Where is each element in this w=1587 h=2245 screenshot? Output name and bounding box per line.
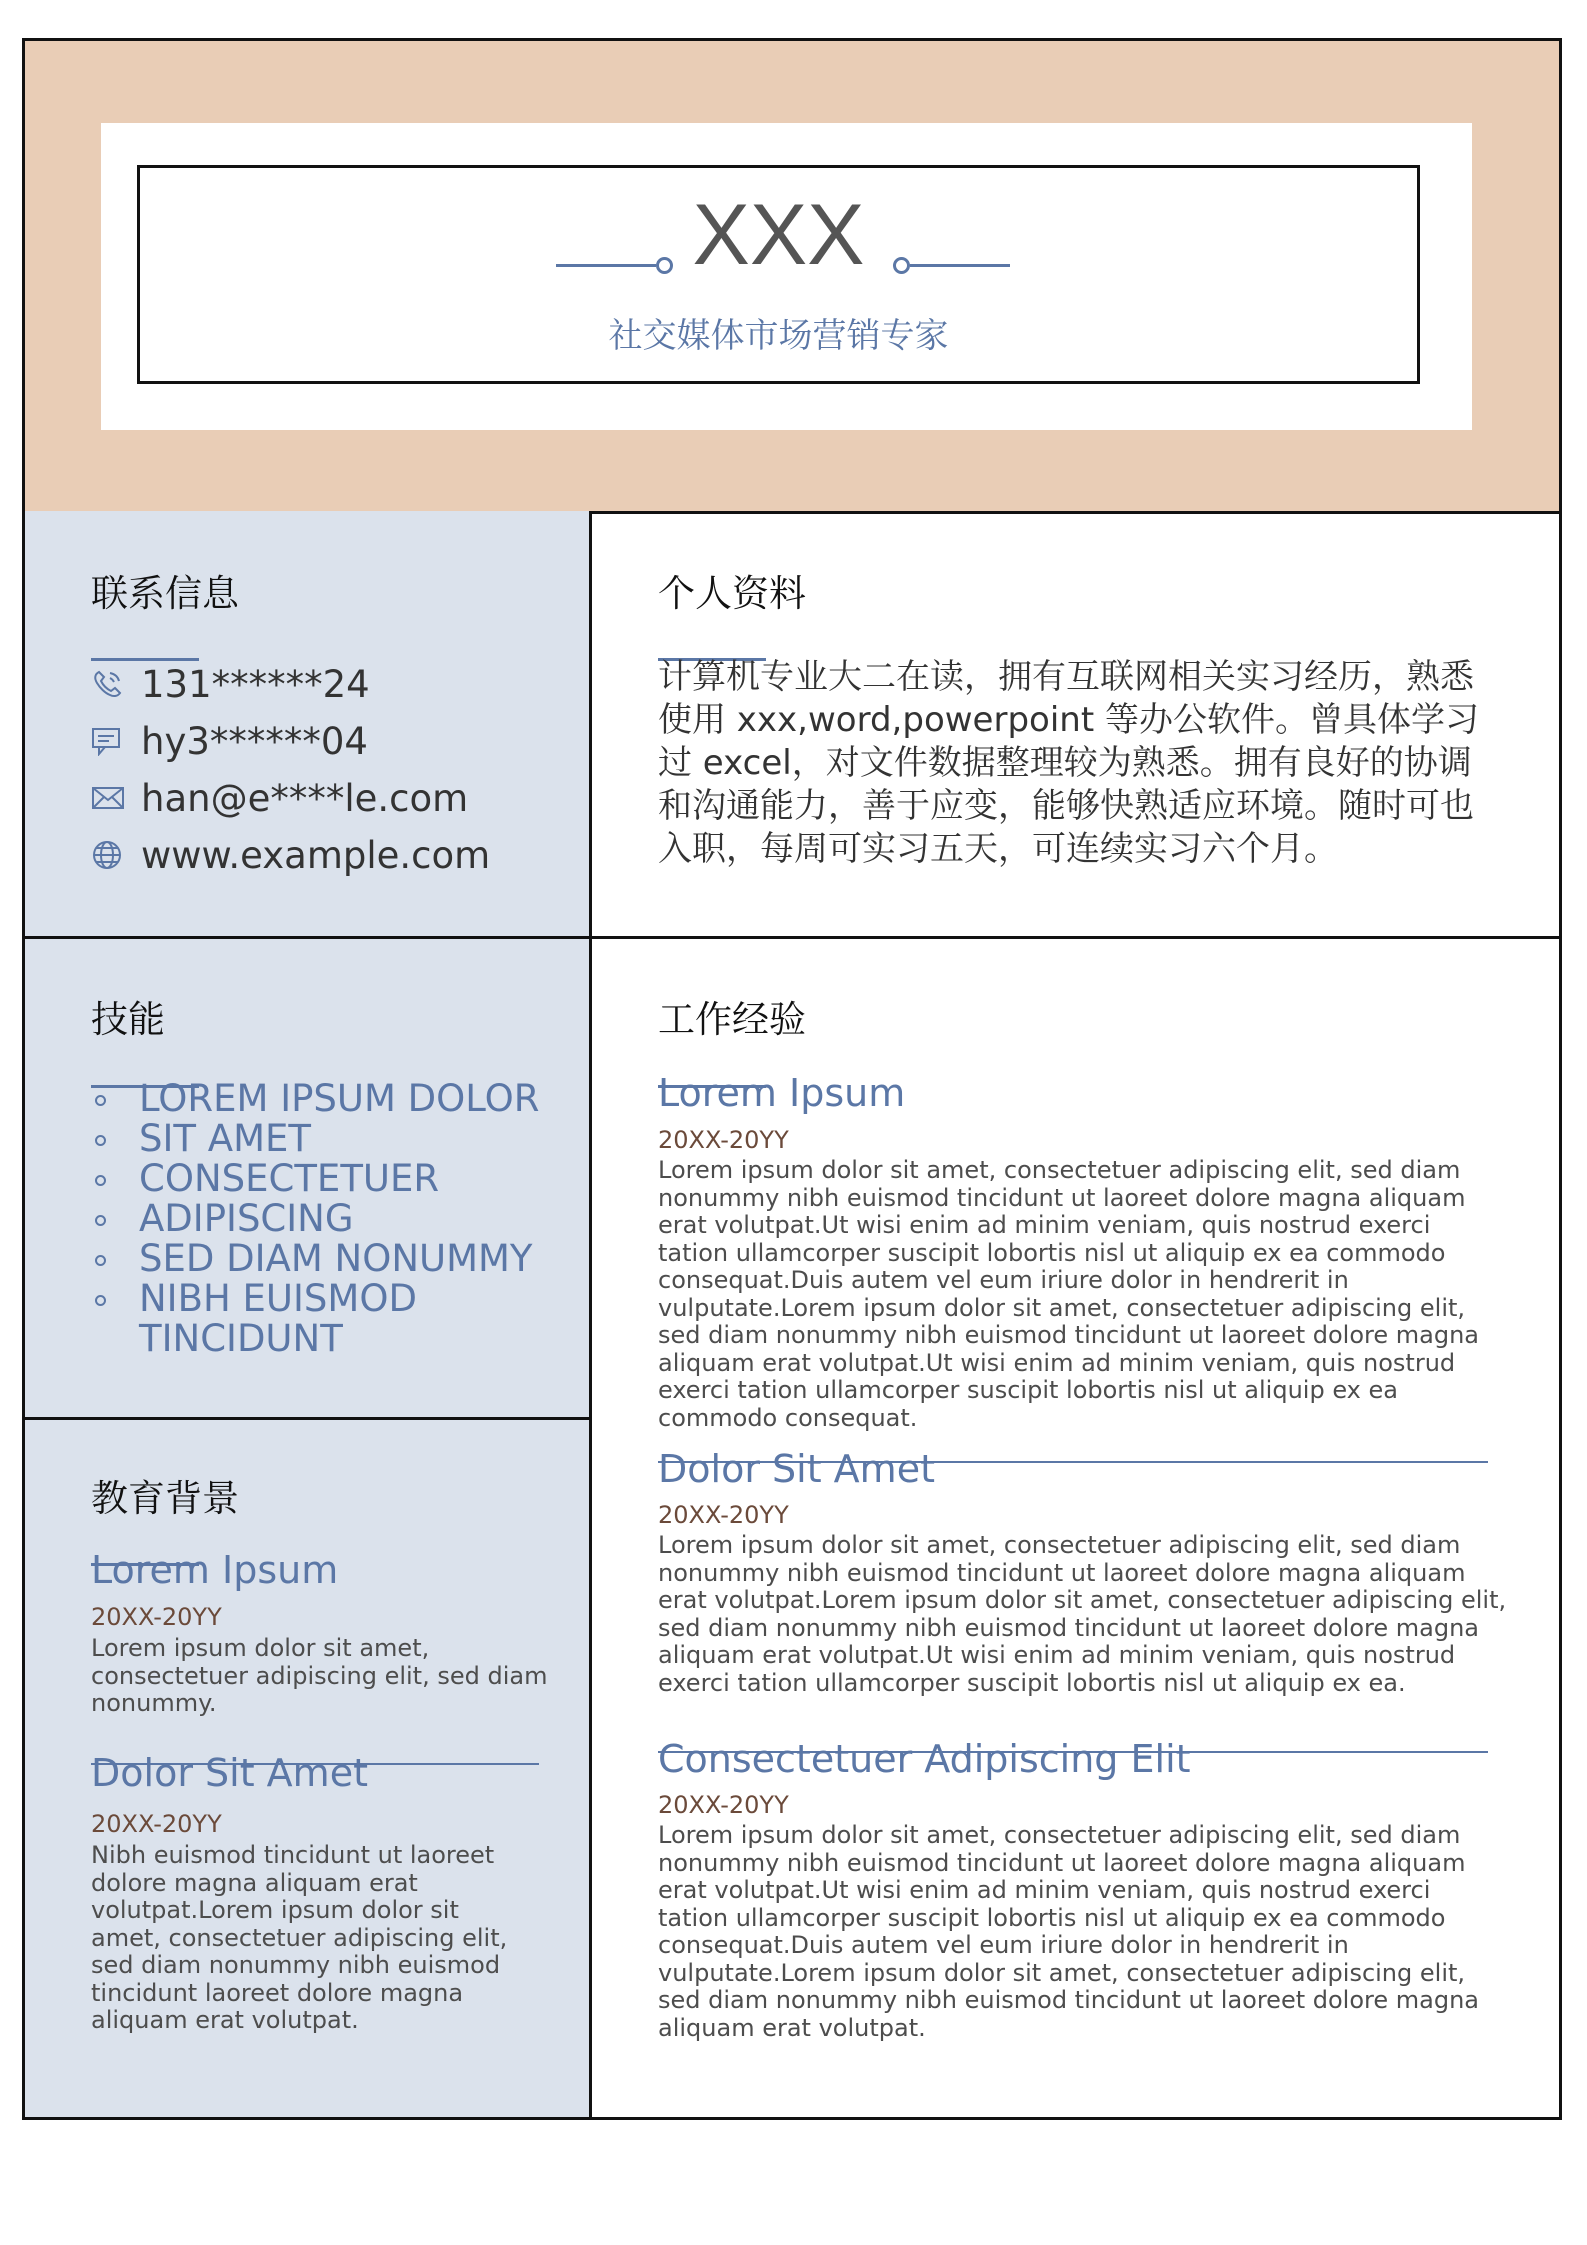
- work-item-desc: Lorem ipsum dolor sit amet, consectetuer adipiscing elit, sed diam nonummy nibh euismod tincidunt ut laoreet dolore magna aliquam erat volutpat.Ut wisi enim ad minim veniam, quis nostrud exerci tation ullamcorper suscipit lobortis nisl ut aliquip ex ea commodo consequat.Duis autem vel eum iriure dolor in hendrerit in vulputate.Lorem ipsum dolor sit amet, consectetuer adipiscing elit, sed diam nonummy nibh euismod tincidunt ut laoreet dolore magna aliquam erat volutpat.: [658, 1821, 1479, 2042]
- row-divider-1: [25, 936, 1559, 939]
- skill-label: ADIPISCING: [139, 1197, 354, 1240]
- work-item-title: Consectetuer Adipiscing Elit: [658, 1737, 1191, 1781]
- row-divider-2: [25, 1417, 592, 1420]
- bullet-icon: [95, 1295, 106, 1306]
- chat-icon: [91, 725, 127, 757]
- mail-icon: [91, 782, 127, 814]
- work-heading: 工作经验: [658, 998, 806, 1041]
- skill-label: NIBH EUISMOD TINCIDUNT: [139, 1277, 417, 1360]
- contact-chat-text: hy3******04: [141, 719, 368, 763]
- resume-page: [22, 38, 1562, 2120]
- skill-item: [91, 1159, 571, 1199]
- contact-underline: [91, 658, 199, 661]
- skills-heading: 技能: [91, 998, 165, 1041]
- skills-list: [91, 1079, 571, 1359]
- work-item-title: Lorem Ipsum: [658, 1071, 906, 1115]
- header-band: [25, 41, 1559, 514]
- education-heading: 教育背景: [91, 1477, 239, 1520]
- skill-item: [91, 1119, 571, 1159]
- skill-item: [91, 1079, 571, 1119]
- work-item-desc: Lorem ipsum dolor sit amet, consectetuer adipiscing elit, sed diam nonummy nibh euismod tincidunt ut laoreet dolore magna aliquam erat volutpat.Ut wisi enim ad minim veniam, quis nostrud exerci tation ullamcorper suscipit lobortis nisl ut aliquip ex ea commodo consequat.Duis autem vel eum iriure dolor in hendrerit in vulputate.Lorem ipsum dolor sit amet, consectetuer adipiscing elit, sed diam nonummy nibh euismod tincidunt ut laoreet dolore magna aliquam erat volutpat.Ut wisi enim ad minim veniam, quis nostrud exerci tation ullamcorper suscipit lobortis nisl ut aliquip ex ea commodo consequat.: [658, 1156, 1479, 1432]
- skill-item: [91, 1279, 571, 1359]
- bullet-icon: [95, 1255, 106, 1266]
- profile-heading: 个人资料: [658, 572, 806, 615]
- education-item-title: Lorem Ipsum: [91, 1548, 339, 1592]
- bullet-icon: [95, 1095, 106, 1106]
- contact-website: [91, 835, 490, 875]
- header-card: [101, 123, 1472, 430]
- bullet-icon: [95, 1135, 106, 1146]
- candidate-name: XXX: [692, 187, 865, 283]
- skill-item: [91, 1199, 571, 1239]
- contact-chat: [91, 721, 368, 761]
- skill-item: [91, 1239, 571, 1279]
- work-item-date: 20XX-20YY: [658, 1501, 789, 1529]
- education-item-date: 20XX-20YY: [91, 1603, 222, 1631]
- skill-label: LOREM IPSUM DOLOR: [139, 1077, 540, 1120]
- work-item-date: 20XX-20YY: [658, 1791, 789, 1819]
- phone-icon: [91, 668, 127, 700]
- contact-phone: [91, 664, 370, 704]
- job-title: 社交媒体市场营销专家: [608, 316, 949, 356]
- contact-heading: 联系信息: [91, 572, 239, 615]
- skill-label: SIT AMET: [139, 1117, 311, 1160]
- contact-website-text[interactable]: www.example.com: [141, 833, 491, 877]
- globe-icon: [91, 839, 127, 871]
- education-item-desc: Nibh euismod tincidunt ut laoreet dolore magna aliquam erat volutpat.Lorem ipsum dolor sit amet, consectetuer adipiscing elit, sed diam nonummy nibh euismod tincidunt laoreet dolore magna aliquam erat volutpat.: [91, 1841, 508, 2034]
- profile-text: 计算机专业大二在读，拥有互联网相关实习经历，熟悉使用 xxx,word,powerpoint 等办公软件。曾具体学习过 excel，对文件数据整理较为熟悉。拥有良好的协调和沟通能力，善于应变，能够快熟适应环境。随时可也入职，每周可实习五天，可连续实习六个月。: [658, 657, 1479, 869]
- work-item-desc: Lorem ipsum dolor sit amet, consectetuer adipiscing elit, sed diam nonummy nibh euismod tincidunt ut laoreet dolore magna aliquam erat volutpat.Lorem ipsum dolor sit amet, consectetuer adipiscing elit, sed diam nonummy nibh euismod tincidunt ut laoreet dolore magna aliquam erat volutpat.Ut wisi enim ad minim veniam, quis nostrud exerci tation ullamcorper suscipit lobortis nisl ut aliquip ex ea.: [658, 1531, 1507, 1697]
- work-item-date: 20XX-20YY: [658, 1126, 789, 1154]
- work-item-title: Dolor Sit Amet: [658, 1447, 935, 1491]
- education-item-desc: Lorem ipsum dolor sit amet, consectetuer adipiscing elit, sed diam nonummy.: [91, 1634, 548, 1717]
- skill-label: CONSECTETUER: [139, 1157, 440, 1200]
- name-box: [137, 165, 1420, 384]
- contact-email: [91, 778, 468, 818]
- skill-label: SED DIAM NONUMMY: [139, 1237, 533, 1280]
- contact-phone-text: 131******24: [141, 662, 370, 706]
- contact-email-text[interactable]: han@e****le.com: [141, 776, 469, 820]
- bullet-icon: [95, 1175, 106, 1186]
- education-item-date: 20XX-20YY: [91, 1810, 222, 1838]
- education-item-title: Dolor Sit Amet: [91, 1751, 368, 1795]
- bullet-icon: [95, 1215, 106, 1226]
